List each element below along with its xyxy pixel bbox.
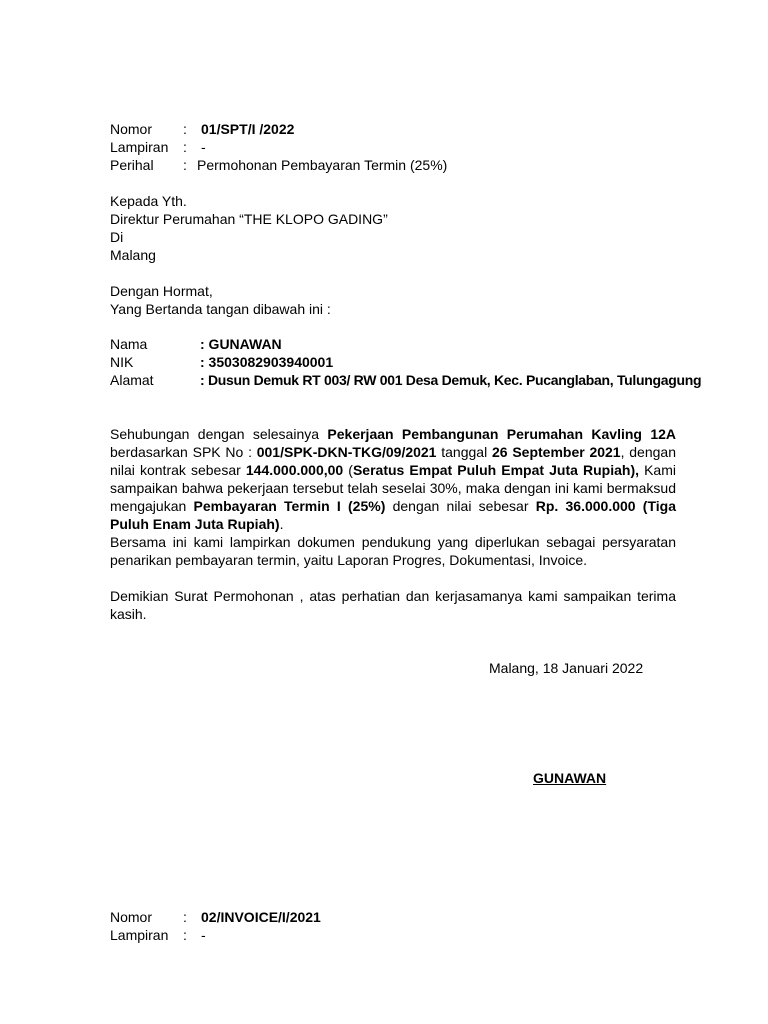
nik-label: NIK xyxy=(110,354,134,370)
next-nomor-label: Nomor xyxy=(110,909,153,925)
recipient-line-1: Kepada Yth. xyxy=(110,193,187,209)
perihal-value: Permohonan Pembayaran Termin (25%) xyxy=(197,157,448,173)
alamat-value: : Dusun Demuk RT 003/ RW 001 Desa Demuk, Kec. Pucanglaban, Tulungagung xyxy=(200,372,702,388)
next-lampiran-colon: : xyxy=(183,927,187,943)
place-date: Malang, 18 Januari 2022 xyxy=(489,660,644,676)
p1-spk-date: 26 September 2021 xyxy=(491,444,621,460)
p1-termin-amount: Rp. 36.000.000 (Tiga Puluh Enam Juta Rupiah) xyxy=(110,498,676,532)
recipient-line-4: Malang xyxy=(110,247,156,263)
p1-text-i: ( xyxy=(343,462,353,478)
nama-label: Nama xyxy=(110,336,148,352)
lampiran-label: Lampiran xyxy=(110,139,169,155)
next-nomor-value: 02/INVOICE/I/2021 xyxy=(201,909,321,925)
p1-contract-words: Seratus Empat Puluh Empat Juta Rupiah), xyxy=(352,462,639,478)
p1-text-g: , dengan nilai kontrak sebesar xyxy=(110,444,676,478)
p1-termin-label: Pembayaran Termin I (25%) xyxy=(193,498,386,514)
greeting: Dengan Hormat, xyxy=(110,283,213,299)
nomor-label: Nomor xyxy=(110,121,153,137)
p1-text-a: Sehubungan dengan selesainya xyxy=(110,426,328,442)
signer-name: GUNAWAN xyxy=(533,770,607,786)
intro-line: Yang Bertanda tangan dibawah ini : xyxy=(110,301,331,317)
p1-text-e: tanggal xyxy=(436,444,492,460)
p1-text-o: . xyxy=(279,516,284,532)
body-paragraph-3: Demikian Surat Permohonan , atas perhatian dan kerjasamanya kami sampaikan terima kasih. xyxy=(110,588,676,622)
lampiran-colon: : xyxy=(183,139,187,155)
p1-contract-value: 144.000.000,00 xyxy=(245,462,344,478)
nomor-colon: : xyxy=(183,121,187,137)
nama-value: : GUNAWAN xyxy=(200,336,282,352)
perihal-row xyxy=(110,156,447,174)
p1-text-c: berdasarkan SPK No : xyxy=(110,444,257,460)
next-lampiran-value: - xyxy=(201,927,206,943)
next-nomor-colon: : xyxy=(183,909,187,925)
nik-value: : 3503082903940001 xyxy=(200,354,334,370)
nama-row xyxy=(110,335,282,353)
next-lampiran-label: Lampiran xyxy=(110,927,169,943)
perihal-colon: : xyxy=(183,157,187,173)
p1-text-k: Kami sampaikan bahwa pekerjaan tersebut telah seselai 30%, maka dengan ini kami bermaksud mengajukan xyxy=(110,462,676,514)
next-nomor-row xyxy=(110,908,321,926)
nik-row xyxy=(110,353,333,371)
p1-spk-number: 001/SPK-DKN-TKG/09/2021 xyxy=(256,444,437,460)
lampiran-row xyxy=(110,138,206,156)
lampiran-value: - xyxy=(201,139,206,155)
nomor-row xyxy=(110,120,294,138)
body-paragraph-1 xyxy=(110,425,676,533)
perihal-label: Perihal xyxy=(110,157,154,173)
next-lampiran-row xyxy=(110,926,206,944)
recipient-line-2: Direktur Perumahan “THE KLOPO GADING” xyxy=(110,211,388,227)
alamat-row xyxy=(110,371,701,389)
nomor-value: 01/SPT/I /2022 xyxy=(201,121,295,137)
p1-text-m: dengan nilai sebesar xyxy=(385,498,536,514)
alamat-label: Alamat xyxy=(110,372,154,388)
p1-project-name: Pekerjaan Pembangunan Perumahan Kavling 12A xyxy=(327,426,677,442)
recipient-line-3: Di xyxy=(110,229,124,245)
body-paragraph-2: Bersama ini kami lampirkan dokumen pendukung yang diperlukan sebagai persyaratan penarikan pembayaran termin, yaitu Laporan Progres, Dokumentasi, Invoice. xyxy=(110,534,676,568)
